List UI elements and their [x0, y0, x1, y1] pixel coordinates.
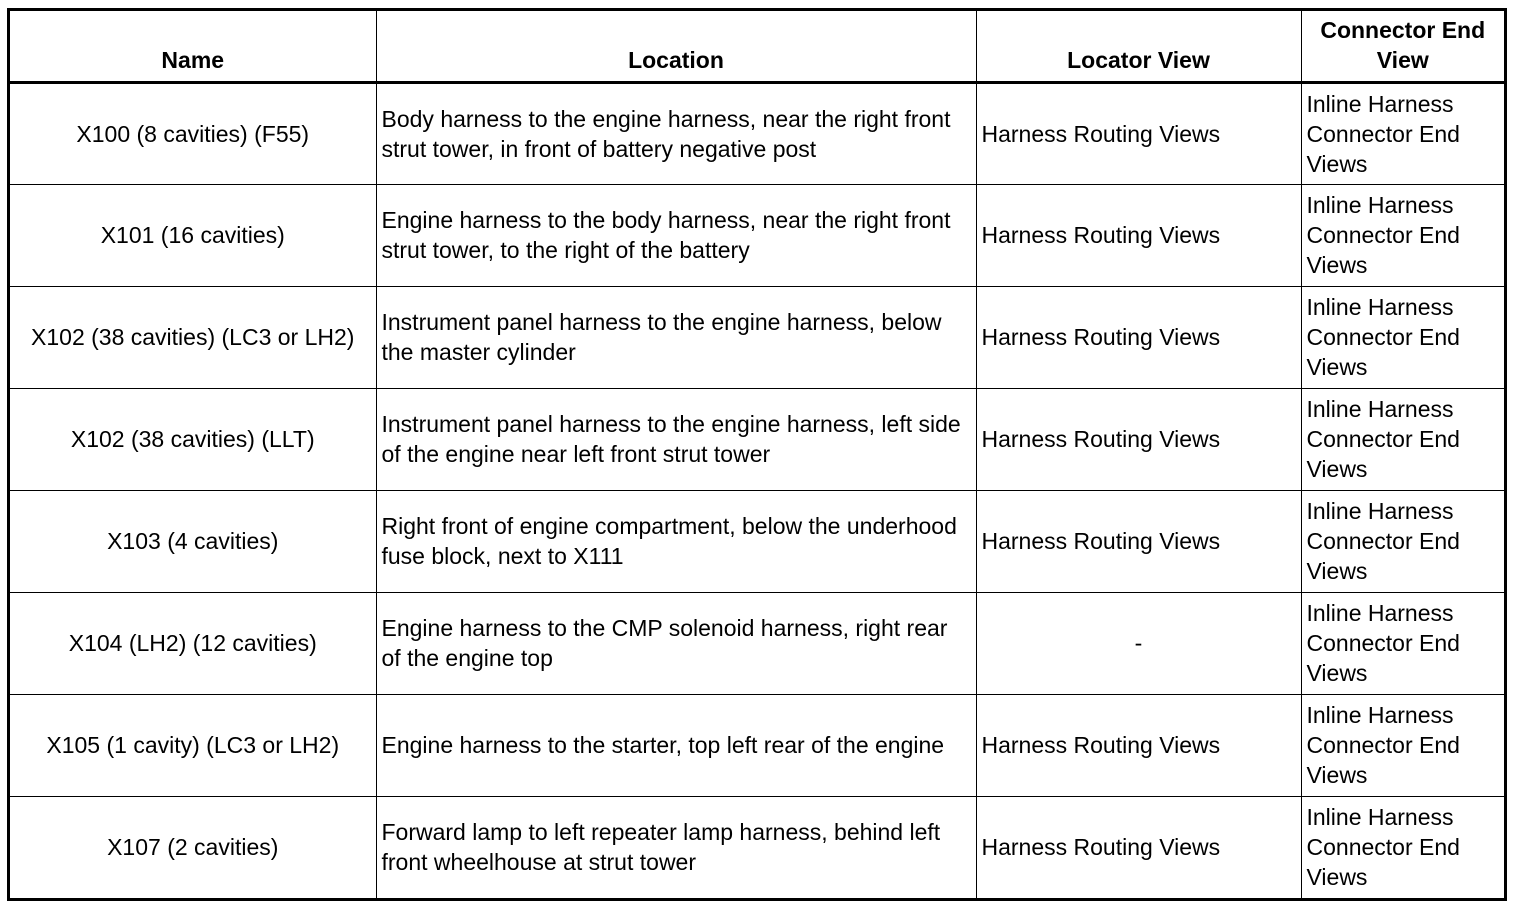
cell-location: Right front of engine compartment, below the underhood fuse block, next to X111	[376, 490, 976, 592]
table-row	[10, 286, 1504, 388]
connector-table-frame	[7, 8, 1507, 901]
cell-location: Instrument panel harness to the engine harness, below the master cylinder	[376, 286, 976, 388]
cell-connector-end-view-link[interactable]: Inline Harness Connector End Views	[1301, 286, 1504, 388]
cell-locator-view-link[interactable]: Harness Routing Views	[976, 694, 1301, 796]
cell-name: X102 (38 cavities) (LC3 or LH2)	[10, 286, 376, 388]
cell-locator-view-link[interactable]: Harness Routing Views	[976, 184, 1301, 286]
table-row	[10, 184, 1504, 286]
cell-locator-view-link[interactable]: Harness Routing Views	[976, 286, 1301, 388]
cell-connector-end-view-link[interactable]: Inline Harness Connector End Views	[1301, 184, 1504, 286]
cell-location: Engine harness to the body harness, near the right front strut tower, to the right of the battery	[376, 184, 976, 286]
column-header-name: Name	[10, 11, 376, 82]
connector-table	[10, 11, 1504, 898]
cell-location: Instrument panel harness to the engine harness, left side of the engine near left front strut tower	[376, 388, 976, 490]
cell-name: X105 (1 cavity) (LC3 or LH2)	[10, 694, 376, 796]
cell-connector-end-view-link[interactable]: Inline Harness Connector End Views	[1301, 82, 1504, 184]
cell-location: Body harness to the engine harness, near the right front strut tower, in front of battery negative post	[376, 82, 976, 184]
table-row	[10, 796, 1504, 898]
column-header-connector-end-view: Connector End View	[1301, 11, 1504, 82]
cell-location: Engine harness to the starter, top left rear of the engine	[376, 694, 976, 796]
cell-name: X107 (2 cavities)	[10, 796, 376, 898]
table-header-row	[10, 11, 1504, 82]
cell-connector-end-view-link[interactable]: Inline Harness Connector End Views	[1301, 388, 1504, 490]
table-row	[10, 694, 1504, 796]
cell-location: Forward lamp to left repeater lamp harness, behind left front wheelhouse at strut tower	[376, 796, 976, 898]
column-header-locator-view: Locator View	[976, 11, 1301, 82]
table-row	[10, 82, 1504, 184]
table-row	[10, 388, 1504, 490]
cell-connector-end-view-link[interactable]: Inline Harness Connector End Views	[1301, 592, 1504, 694]
cell-connector-end-view-link[interactable]: Inline Harness Connector End Views	[1301, 796, 1504, 898]
table-row	[10, 490, 1504, 592]
cell-locator-view: -	[976, 592, 1301, 694]
cell-name: X101 (16 cavities)	[10, 184, 376, 286]
cell-name: X102 (38 cavities) (LLT)	[10, 388, 376, 490]
cell-location: Engine harness to the CMP solenoid harness, right rear of the engine top	[376, 592, 976, 694]
cell-locator-view-link[interactable]: Harness Routing Views	[976, 490, 1301, 592]
cell-connector-end-view-link[interactable]: Inline Harness Connector End Views	[1301, 490, 1504, 592]
cell-name: X104 (LH2) (12 cavities)	[10, 592, 376, 694]
cell-connector-end-view-link[interactable]: Inline Harness Connector End Views	[1301, 694, 1504, 796]
cell-name: X100 (8 cavities) (F55)	[10, 82, 376, 184]
table-row	[10, 592, 1504, 694]
cell-locator-view-link[interactable]: Harness Routing Views	[976, 388, 1301, 490]
cell-name: X103 (4 cavities)	[10, 490, 376, 592]
cell-locator-view-link[interactable]: Harness Routing Views	[976, 82, 1301, 184]
column-header-location: Location	[376, 11, 976, 82]
cell-locator-view-link[interactable]: Harness Routing Views	[976, 796, 1301, 898]
